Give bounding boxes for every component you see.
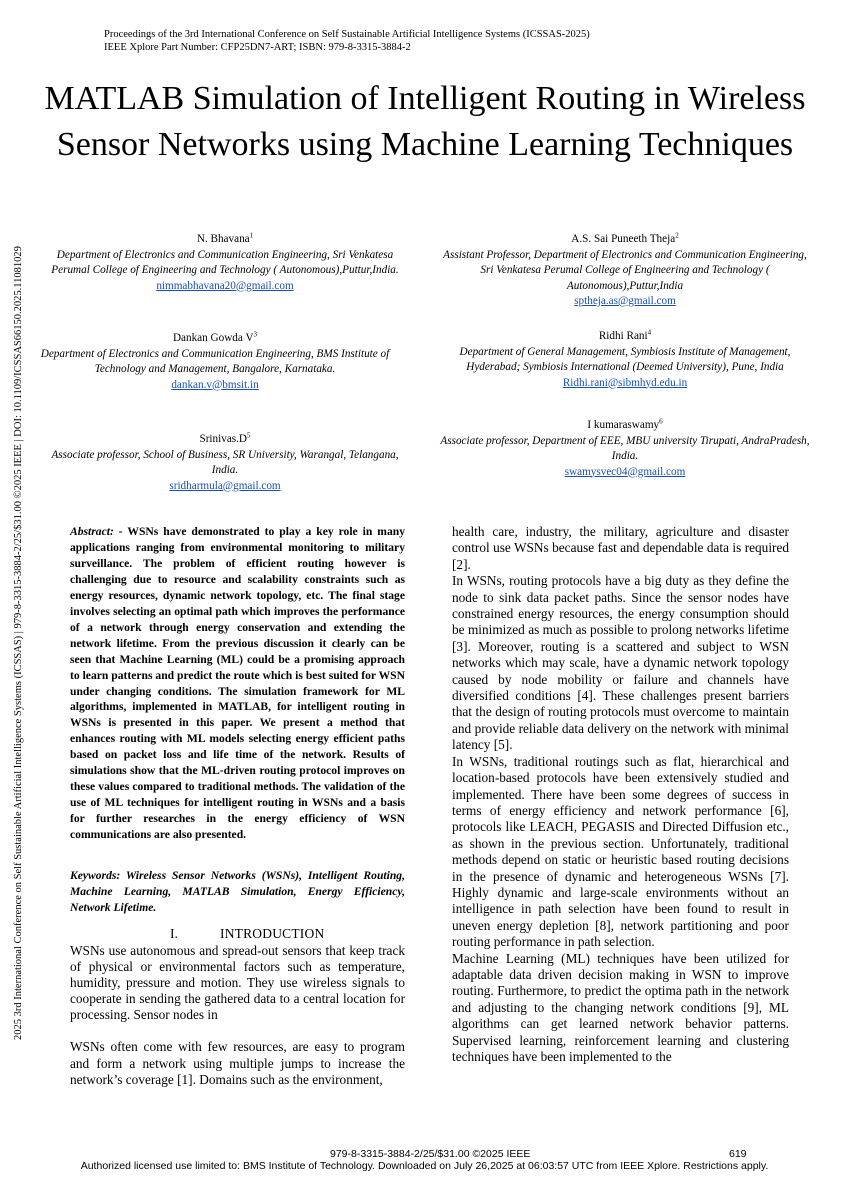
abstract-text: WSNs have demonstrated to play a key role in many applications ranging from environmental monitoring to military surveillance. The problem of efficient routing however is challenging due to resource and scalability constraints such as energy resources, dynamic network topology, etc. The final stage involves selecting an optimal path which improves the performance of a network through energy conservation and extending the network lifetime. From the previous discussion it clearly can be seen that Machine Learning (ML) could be a promising approach to learn patterns and predict the route which is best suited for WSN under changing conditions. The simulation framework for ML algorithms, implemented in MATLAB, for intelligent routing in WSNs is presented in this paper. We present a method that enhances routing with ML models selecting energy efficient paths based on packet loss and life time of the network. Results of simulations show that the ML-driven routing protocol improves on these values compared to traditional methods. The validation of the use of ML techniques for intelligent routing in WSNs and a basis for further researches in the energy efficiency of WSN communications are also presented. bbox=[70, 525, 405, 842]
author-sup: 2 bbox=[675, 231, 679, 240]
left-column-body bbox=[70, 943, 405, 1088]
author-sup: 5 bbox=[247, 431, 251, 440]
author-sup: 1 bbox=[249, 231, 254, 240]
abstract-label: Abstract: - bbox=[70, 525, 123, 538]
author-affiliation: Assistant Professor, Department of Electronics and Communication Engineering, Sri Venkatesa Perumal College of Engineering and Technology ( Autonomous),Puttur,India bbox=[443, 248, 807, 292]
author-block-1 bbox=[40, 232, 410, 294]
author-email-link[interactable]: nimmabhavana20@gmail.com bbox=[156, 279, 294, 292]
author-name bbox=[40, 331, 390, 347]
author-name bbox=[40, 232, 410, 248]
header-line-1: Proceedings of the 3rd International Conference on Self Sustainable Artificial Intelligence Systems (ICSSAS-2025) bbox=[104, 29, 590, 40]
authorized-use-notice: Authorized licensed use limited to: BMS Institute of Technology. Downloaded on July 26,2025 at 06:03:57 UTC from IEEE Xplore. Restrictions apply. bbox=[80, 1160, 769, 1172]
body-paragraph: WSNs often come with few resources, are easy to program and form a network using multiple jumps to increase the network’s coverage [1]. Domains such as the environment, bbox=[70, 1039, 405, 1087]
author-affiliation: Associate professor, Department of EEE, MBU university Tirupati, AndraPradesh, India. bbox=[440, 434, 810, 462]
author-email-link[interactable]: dankan.v@bmsit.in bbox=[171, 378, 259, 391]
author-email-link[interactable]: Ridhi.rani@sibmhyd.edu.in bbox=[562, 376, 688, 389]
author-affiliation: Department of General Management, Symbiosis Institute of Management, Hyderabad; Symbiosis International (Deemed University), Pune, India bbox=[459, 345, 791, 373]
author-name bbox=[440, 329, 810, 345]
author-block-4 bbox=[440, 329, 810, 391]
author-affiliation: Department of Electronics and Communication Engineering, BMS Institute of Technology and Management, Bangalore, Karnataka. bbox=[40, 347, 390, 375]
author-block-6 bbox=[440, 418, 810, 480]
section-number: I. bbox=[170, 926, 178, 941]
author-name-text: Srinivas.D bbox=[199, 433, 248, 445]
body-paragraph: WSNs use autonomous and spread-out sensors that keep track of physical or environmental factors such as temperature, humidity, pressure and motion. They use wireless signals to cooperate in sending the gathered data to a central location for processing. Sensor nodes in bbox=[70, 943, 405, 1023]
body-paragraph: In WSNs, routing protocols have a big duty as they define the node to sink data packet paths. Since the sensor nodes have constrained energy resources, the energy consumption should be minimized as much as possible to prolong networks lifetime [3]. Moreover, routing is a scattered and subject to WSN networks which may scale, have a dynamic network topology caused by node mobility or failure and channels have diversified conditions [4]. These challenges present barriers that the design of routing protocols must overcome to maintain and provide reliable data delivery on the network with minimal latency [5]. bbox=[452, 573, 789, 753]
author-name-text: N. Bhavana bbox=[196, 233, 250, 245]
right-column-body bbox=[452, 524, 789, 1065]
author-sup: 3 bbox=[253, 330, 258, 339]
keywords: Keywords: Wireless Sensor Networks (WSNs), Intelligent Routing, Machine Learning, MATLAB Simulation, Energy Efficiency, Network Lifetime. bbox=[70, 869, 405, 914]
section-title: INTRODUCTION bbox=[220, 926, 325, 941]
author-email-link[interactable]: swamysvec04@gmail.com bbox=[564, 465, 686, 478]
abstract bbox=[70, 524, 405, 843]
author-name bbox=[440, 232, 810, 248]
author-sup: 6 bbox=[659, 417, 663, 426]
author-sup: 4 bbox=[647, 328, 652, 337]
page-number: 619 bbox=[729, 1148, 747, 1160]
author-block-3 bbox=[40, 331, 390, 393]
author-email-link[interactable]: sptheja.as@gmail.com bbox=[574, 295, 676, 307]
author-name bbox=[40, 432, 410, 448]
author-name-text: Dankan Gowda V bbox=[172, 332, 254, 344]
author-name-text: Ridhi Rani bbox=[598, 330, 648, 342]
body-paragraph: Machine Learning (ML) techniques have been utilized for adaptable data driven decision making in WSN to improve routing. Furthermore, to predict the optima path in the network and adjusting to the changing network conditions [9], ML algorithms can get learned network behavior patterns. Supervised learning, reinforcement learning and clustering techniques have been implemented to the bbox=[452, 950, 789, 1064]
author-email-link[interactable]: sridharmula@gmail.com bbox=[169, 479, 281, 492]
footer-code: 979-8-3315-3884-2/25/$31.00 ©2025 IEEE bbox=[330, 1148, 531, 1160]
author-name-text: I kumaraswamy bbox=[587, 419, 660, 431]
author-name-text: A.S. Sai Puneeth Theja bbox=[571, 233, 676, 245]
header-line-2: IEEE Xplore Part Number: CFP25DN7-ART; ISBN: 979-8-3315-3884-2 bbox=[104, 42, 411, 53]
body-paragraph: In WSNs, traditional routings such as flat, hierarchical and location-based protocols have been extensively studied and implemented. There have been some degrees of success in terms of energy efficiency and network performance [6], protocols like LEACH, PEGASIS and Directed Diffusion etc., as shown in the previous section. Unfortunately, traditional methods depend on static or heuristic based routing decisions in the presence of dynamic and heterogeneous WSNs [7]. Highly dynamic and large-scale environments without an intelligence in path selection have been found to result in uneven energy depletion [8], network partitioning and poor routing performance in path selection. bbox=[452, 753, 789, 950]
body-paragraph: health care, industry, the military, agriculture and disaster control use WSNs because fast and dependable data is required [2]. bbox=[452, 524, 789, 572]
author-name bbox=[440, 418, 810, 434]
author-affiliation: Department of Electronics and Communication Engineering, Sri Venkatesa Perumal College of Engineering and Technology ( Autonomous),Puttur,India. bbox=[51, 248, 399, 276]
side-doi-text: 2025 3rd International Conference on Self Sustainable Artificial Intelligence Systems (ICSSAS) | 979-8-3315-3884-2/25/$31.00 ©2025 IEEE | DOI: 10.1109/ICSSAS66150.2025.11081029 bbox=[13, 246, 24, 1040]
author-block-2 bbox=[440, 232, 810, 310]
author-block-5 bbox=[40, 432, 410, 494]
paper-title: MATLAB Simulation of Intelligent Routing in Wireless Sensor Networks using Machine Learning Techniques bbox=[44, 80, 806, 163]
author-affiliation: Associate professor, School of Business, SR University, Warangal, Telangana, India. bbox=[51, 448, 399, 476]
